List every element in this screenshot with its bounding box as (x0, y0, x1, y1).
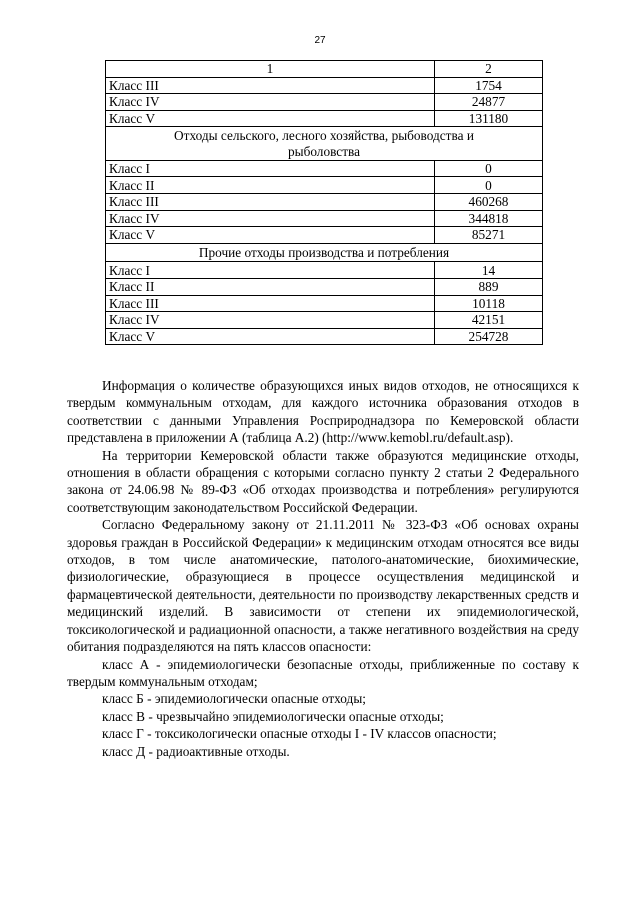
row-label: Класс II (106, 278, 435, 295)
section-header-agriculture (106, 127, 543, 160)
paragraph-info: Информация о количестве образующихся иных видов отходов, не относящихся к твердым коммунальным отходам, для каждого источника образования отходов в соответствии с данными Управления Росприроднадзора по Кемеровской области представлена в приложении А (таблица А.2) (http://www.kemobl.ru/default.asp). (67, 378, 579, 446)
table-row (106, 227, 543, 244)
table-row (106, 160, 543, 177)
table-row (106, 77, 543, 94)
class-v-item: класс В - чрезвычайно эпидемиологически опасные отходы; (102, 708, 444, 724)
table-row (106, 210, 543, 227)
row-value: 0 (435, 160, 543, 177)
row-label: Класс IV (106, 312, 435, 329)
class-d-item: класс Д - радиоактивные отходы. (102, 743, 290, 759)
row-value: 460268 (435, 193, 543, 210)
table-row (106, 295, 543, 312)
paragraph-law-323: Согласно Федеральному закону от 21.11.2011 № 323-ФЗ «Об основах охраны здоровья граждан в Российской Федерации» к медицинским отходам относятся все виды отходов, в том числе анатомические, патолого-анатомические, биохимические, физиологические, образующиеся в процессе осуществления медицинской и фармацевтической деятельности, деятельности по производству лекарственных средств и медицинский изделий. В зависимости от степени их эпидемиологической, токсикологической и радиационной опасности, а также негативного воздействия на среду обитания подразделяются на пять классов опасности: (67, 517, 579, 655)
row-value: 14 (435, 262, 543, 279)
row-label: Класс I (106, 262, 435, 279)
page-number: 27 (314, 35, 326, 46)
paragraph-medical-waste: На территории Кемеровской области также образуются медицинские отходы, отношения в области обращения с которыми согласно пункту 2 статьи 2 Федерального закона от 24.06.98 № 89-ФЗ «Об отходах производства и потребления» регулируются соответствующим законодательством Российской Федерации. (67, 447, 579, 515)
row-value: 42151 (435, 312, 543, 329)
body-text (67, 377, 579, 760)
table-row (106, 94, 543, 111)
row-value: 10118 (435, 295, 543, 312)
class-a-item: класс А - эпидемиологически безопасные отходы, приближенные по составу к твердым коммунальным отходам; (67, 656, 579, 689)
row-value: 254728 (435, 328, 543, 345)
row-label: Класс IV (106, 210, 435, 227)
column-header-1: 1 (106, 61, 435, 78)
table-row (106, 278, 543, 295)
row-label: Класс IV (106, 94, 435, 111)
table-row (106, 262, 543, 279)
table-header-row (106, 61, 543, 78)
section-header-other (106, 243, 543, 262)
column-header-2: 2 (435, 61, 543, 78)
table-row (106, 177, 543, 194)
row-value: 344818 (435, 210, 543, 227)
row-label: Класс III (106, 193, 435, 210)
section-title: Отходы сельского, лесного хозяйства, рыбоводства и рыболовства (106, 127, 543, 160)
table-row (106, 312, 543, 329)
table-row (106, 110, 543, 127)
row-value: 1754 (435, 77, 543, 94)
class-b-item: класс Б - эпидемиологически опасные отходы; (102, 691, 366, 707)
row-label: Класс III (106, 77, 435, 94)
row-value: 131180 (435, 110, 543, 127)
table-row (106, 193, 543, 210)
class-g-item: класс Г - токсикологически опасные отходы I - IV классов опасности; (102, 726, 497, 742)
row-label: Класс V (106, 110, 435, 127)
row-label: Класс I (106, 160, 435, 177)
section-title: Прочие отходы производства и потребления (106, 243, 543, 262)
row-value: 889 (435, 278, 543, 295)
waste-table (105, 60, 543, 345)
row-value: 85271 (435, 227, 543, 244)
row-value: 24877 (435, 94, 543, 111)
row-value: 0 (435, 177, 543, 194)
row-label: Класс V (106, 227, 435, 244)
row-label: Класс III (106, 295, 435, 312)
table-row (106, 328, 543, 345)
row-label: Класс II (106, 177, 435, 194)
row-label: Класс V (106, 328, 435, 345)
